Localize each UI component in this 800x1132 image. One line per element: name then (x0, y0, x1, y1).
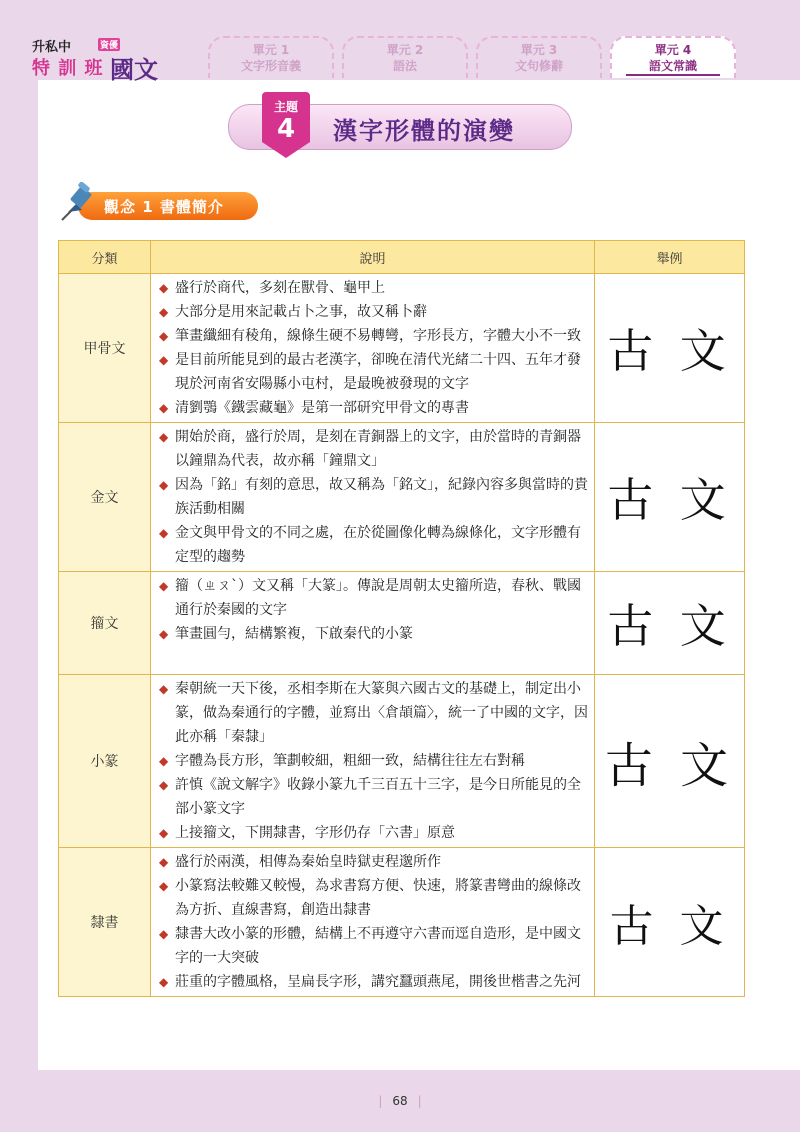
list-item: ◆ 籀（ㄓㄡˋ）文又稱「大篆」。傳說是周朝太史籀所造，春秋、戰國通行於秦國的文字 (159, 574, 588, 622)
list-item: ◆ 是目前所能見到的最古老漢字，卻晚在清代光緒二十四、五年才發現於河南省安陽縣小屯村，是最晚被發現的文字 (159, 348, 588, 396)
brand-line3: 國文 (110, 56, 158, 84)
table-row (59, 423, 745, 572)
tab-unit-label: 單元 4 (654, 43, 692, 57)
tab-unit-label: 單元 3 (520, 43, 558, 57)
list-item: ◆ 小篆寫法較難又較慢，為求書寫方便、快速，將篆書彎曲的線條改為方折、直線書寫，創造出隸書 (159, 874, 588, 922)
table-row (59, 274, 745, 423)
tab-unit-title: 語法 (392, 59, 417, 73)
list-item: ◆ 盛行於兩漢，相傳為秦始皇時獄吏程邈所作 (159, 850, 588, 874)
header-description: 說明 (151, 241, 595, 274)
list-item: ◆ 秦朝統一天下後，丞相李斯在大篆與六國古文的基礎上，制定出小篆，做為秦通行的字體，並寫出〈倉頡篇〉，統一了中國的文字，因此亦稱「秦隸」 (159, 677, 588, 749)
topic-label: 主題 (273, 100, 298, 114)
book-brand (32, 36, 182, 84)
brand-line2: 特 訓 班 (32, 58, 104, 79)
page-number-footer: | 68 | (378, 1094, 422, 1108)
table-row (59, 572, 745, 675)
topic-number-tag (262, 92, 310, 158)
tab-unit-title: 文句修辭 (514, 59, 563, 73)
table-row (59, 675, 745, 848)
example-glyph: 古 文 (609, 901, 730, 952)
row-category: 隸書 (59, 848, 151, 997)
tab-unit-title: 文字形音義 (240, 59, 301, 73)
list-item: ◆ 莊重的字體風格，呈扁長字形，講究蠶頭燕尾，開後世楷書之先河 (159, 970, 588, 994)
page-number: 68 (392, 1094, 408, 1108)
tab-unit-3[interactable] (476, 36, 602, 78)
tab-unit-4[interactable] (610, 36, 736, 78)
row-category: 籀文 (59, 572, 151, 675)
brand-badge: 資優 (98, 38, 120, 51)
list-item: ◆ 金文與甲骨文的不同之處，在於從圖像化轉為線條化，文字形體有定型的趨勢 (159, 521, 588, 569)
tab-unit-title: 語文常識 (648, 59, 697, 73)
tab-unit-2[interactable] (342, 36, 468, 78)
list-item: ◆ 上接籀文，下開隸書，字形仍存「六書」原意 (159, 821, 588, 845)
example-glyph: 古 文 (607, 324, 732, 378)
list-item: ◆ 字體為長方形，筆劃較細，粗細一致，結構往往左右對稱 (159, 749, 588, 773)
header-example: 舉例 (595, 241, 745, 274)
pushpin-icon (60, 182, 96, 222)
tab-unit-label: 單元 1 (252, 43, 290, 57)
tab-unit-1[interactable] (208, 36, 334, 78)
table-row (59, 848, 745, 997)
list-item: ◆ 筆畫纖細有稜角，線條生硬不易轉彎，字形長方，字體大小不一致 (159, 324, 588, 348)
row-category: 金文 (59, 423, 151, 572)
row-category: 甲骨文 (59, 274, 151, 423)
example-glyph: 古 文 (604, 737, 735, 794)
header-category: 分類 (59, 241, 151, 274)
list-item: ◆ 清劉鶚《鐵雲藏龜》是第一部研究甲骨文的專書 (159, 396, 588, 420)
list-item: ◆ 筆畫圓勻，結構繁複，下啟秦代的小篆 (159, 622, 588, 646)
concept-heading (60, 190, 258, 222)
list-item: ◆ 隸書大改小篆的形體，結構上不再遵守六書而逕自造形，是中國文字的一大突破 (159, 922, 588, 970)
example-glyph: 古 文 (607, 473, 732, 527)
list-item: ◆ 大部分是用來記載占卜之事，故又稱卜辭 (159, 300, 588, 324)
script-styles-table (58, 240, 745, 997)
list-item: ◆ 開始於商，盛行於周，是刻在青銅器上的文字，由於當時的青銅器以鐘鼎為代表，故亦稱「鐘鼎文」 (159, 425, 588, 473)
list-item: ◆ 許慎《說文解字》收錄小篆九千三百五十三字，是今日所能見的全部小篆文字 (159, 773, 588, 821)
example-glyph: 古 文 (607, 599, 732, 653)
tab-unit-label: 單元 2 (386, 43, 424, 57)
topic-number: 4 (276, 114, 296, 144)
topic-title: 漢字形體的演變 (333, 117, 515, 145)
brand-line1: 升私中 (32, 40, 72, 55)
row-category: 小篆 (59, 675, 151, 848)
list-item: ◆ 盛行於商代，多刻在獸骨、龜甲上 (159, 276, 588, 300)
concept-title: 觀念 1 書體簡介 (104, 198, 224, 216)
list-item: ◆ 因為「銘」有刻的意思，故又稱為「銘文」，紀錄內容多與當時的貴族活動相關 (159, 473, 588, 521)
